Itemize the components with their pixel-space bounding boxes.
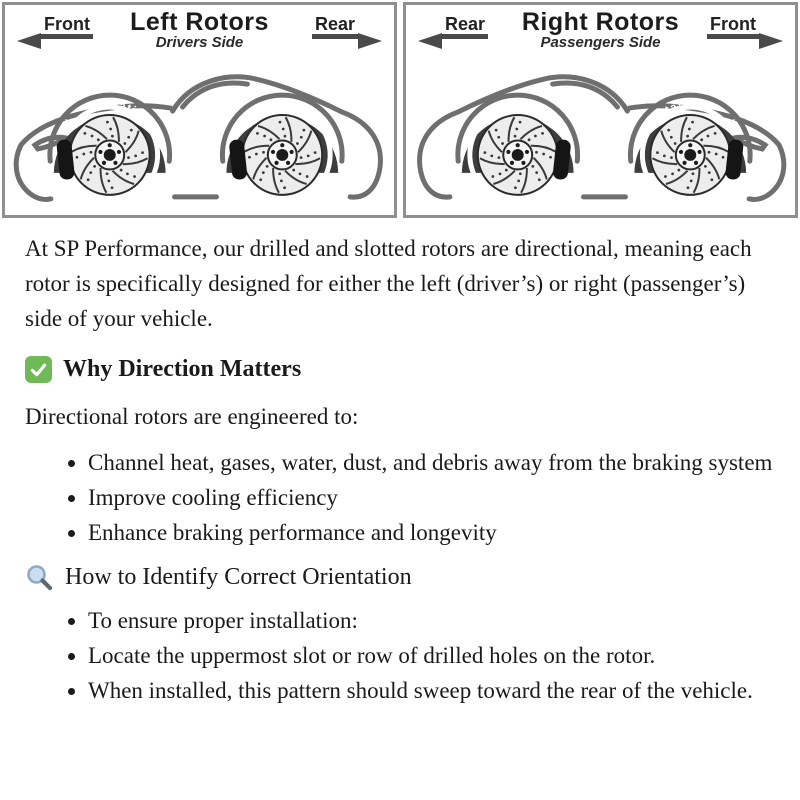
benefits-list [25,445,775,550]
identify-orientation-heading [25,563,775,592]
magnifier-icon [25,563,54,592]
car-side-view-right [406,55,795,215]
panel-subtitle: Passengers Side [540,34,661,51]
check-mark-icon [25,356,52,383]
direction-text: Rear [312,14,358,39]
list-item: • When installed, this pattern should sweep toward the rear of the vehicle. [88,673,775,708]
svg-text:Rotation: Rotation [647,98,706,128]
car-side-view-left [5,55,394,215]
rear-direction-label [312,14,382,39]
right-rotors-panel [403,2,798,218]
svg-text:Rotation: Rotation [267,99,325,128]
svg-text:Rotation: Rotation [475,98,533,128]
heading-text: How to Identify Correct Orientation [65,564,412,590]
list-item: • To ensure proper installation: [88,603,775,638]
rotor-direction-diagram [0,0,800,218]
list-item: • Channel heat, gases, water, dust, and debris away from the braking system [88,445,775,480]
panel-subtitle: Drivers Side [155,34,244,51]
right-arrow-icon [759,33,783,49]
svg-text:Rotation: Rotation [94,99,153,128]
left-rotors-panel [2,2,397,218]
direction-text: Front [41,14,93,39]
intro-paragraph: At SP Performance, our drilled and slotted rotors are directional, meaning each rotor is specifically designed for either the left (driver’s) or right (passenger’s) side of your vehicle. [25,236,752,331]
direction-text: Rear [442,14,488,39]
heading-text: Why Direction Matters [63,356,302,382]
installation-list [25,603,775,708]
list-item: • Improve cooling efficiency [88,480,775,515]
panel-header [5,5,394,55]
why-direction-matters-heading [25,356,775,383]
list-item: • Locate the uppermost slot or row of drilled holes on the rotor. [88,638,775,673]
article-content [0,231,800,708]
panel-header [406,5,795,55]
lead-sentence: Directional rotors are engineered to: [25,404,359,429]
right-arrow-icon [358,33,382,49]
panel-title: Right Rotors [521,8,680,36]
direction-text: Front [707,14,759,39]
list-item: • Enhance braking performance and longevity [88,515,775,550]
front-direction-label [707,14,783,39]
panel-title: Left Rotors [130,8,269,36]
